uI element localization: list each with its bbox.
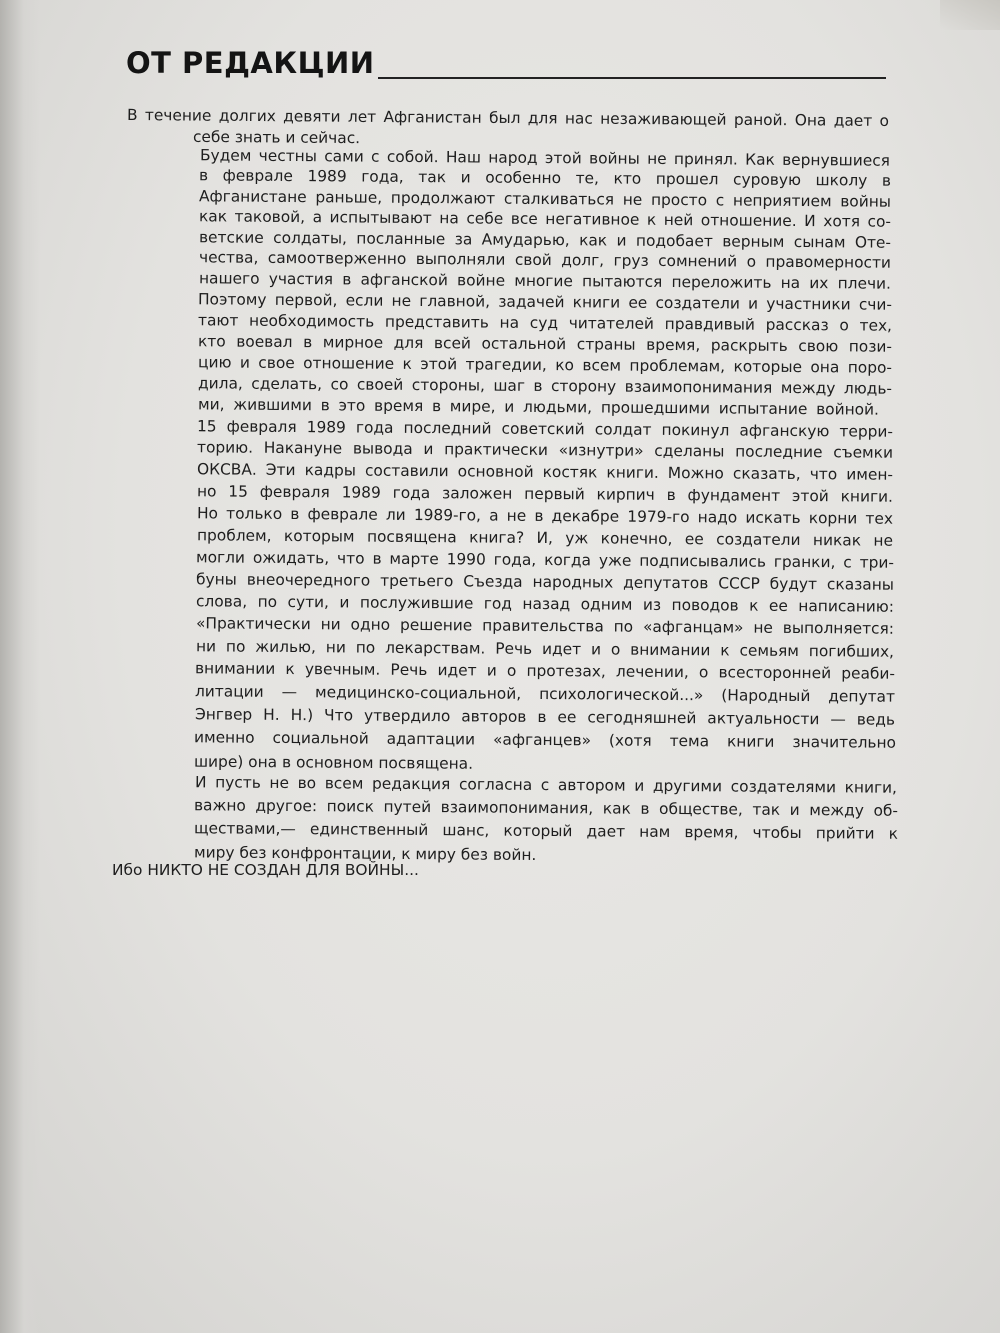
text-line: проблем, которым посвящена книга? И, уж конечно, ее создатели никак не bbox=[196, 526, 894, 550]
text-line: миру без конфронтации, к миру без войн. bbox=[193, 843, 537, 865]
text-line: «Практически ни одно решение правительства по «афганцам» не выполняется: bbox=[195, 614, 895, 638]
text-line: но 15 февраля 1989 года заложен первый кирпич в фундамент этой книги. bbox=[196, 482, 894, 506]
text-line: цию и свое отношение к этой трагедии, ко всем проблемам, которые она поро- bbox=[197, 353, 893, 377]
text-line: могли ожидать, что в марте 1990 года, когда уже подписывались гранки, с три- bbox=[195, 548, 895, 572]
page-title: ОТ РЕДАКЦИИ bbox=[126, 46, 375, 80]
text-line: торию. Накануне вывода и практически «изнутри» сделаны последние съемки bbox=[196, 438, 894, 462]
text-line: Энгвер Н. Н.) Что утвердило авторов в ее сегодняшней актуальности — ведь bbox=[194, 705, 896, 729]
text-line: Но только в феврале ли 1989-го, а не в декабре 1979-го надо искать корни тех bbox=[196, 504, 894, 528]
text-line: ми, жившими в это время в мире, и людьми, прошедшими испытание войной. bbox=[197, 395, 880, 419]
heading-row bbox=[126, 46, 886, 86]
text-line: Афганистане раньше, продолжают сталкиваться не просто с неприятием войны bbox=[198, 187, 892, 211]
text-line: В течение долгих девяти лет Афганистан был для нас незаживающей раной. Она дает о bbox=[126, 106, 890, 130]
text-line: слова, по сути, и послужившие год назад одним из поводов к ее написанию: bbox=[195, 592, 895, 616]
text-line: кто воевал в мирное для всей остальной страны время, раскрыть свою пози- bbox=[197, 332, 893, 356]
text-line: ни по жилью, ни по лекарствам. Речь идет и о внимании к семьям погибших, bbox=[195, 637, 895, 661]
text-line: Поэтому первой, если не главной, задачей книги ее создатели и участники счи- bbox=[197, 290, 893, 314]
text-line: важно другое: поиск путей взаимопонимания, как в обществе, так и между об- bbox=[193, 796, 899, 820]
text-line: как таковой, а испытывают на себе все негативное к ней отношение. И хотя со- bbox=[198, 207, 892, 231]
text-line: 15 февраля 1989 года последний советский солдат покинул афганскую терри- bbox=[196, 417, 894, 441]
text-line: себе знать и сейчас. bbox=[192, 127, 361, 148]
text-line: чества, самоотверженно выполняли свой долг, груз сомнений о правомерности bbox=[198, 248, 892, 272]
text-line: И пусть не во всем редакция согласна с автором и другими создателями книги, bbox=[194, 773, 898, 797]
text-line: литации — медицинско-социальной, психологической...» (Народный депутат bbox=[194, 682, 896, 706]
text-line: шире) она в основном посвящена. bbox=[193, 752, 474, 773]
text-line: внимании к увечным. Речь идет и о протезах, лечении, о всесторонней реаби- bbox=[194, 659, 896, 683]
text-line: дила, сделать, со своей стороны, шаг в сторону взаимопонимания между людь- bbox=[197, 374, 893, 398]
text-line: нашего участия в афганской войне многие пытаются переложить на их плечи. bbox=[198, 269, 892, 293]
text-line: Будем честны сами с собой. Наш народ этой войны не принял. Как вернувшиеся bbox=[199, 146, 891, 170]
page-corner-shadow bbox=[940, 0, 1000, 30]
text-line: ОКСВА. Эти кадры составили основной костяк книги. Можно сказать, что имен- bbox=[196, 460, 894, 484]
closing-line: Ибо НИКТО НЕ СОЗДАН ДЛЯ ВОЙНЫ... bbox=[112, 861, 419, 879]
text-line: ветские солдаты, посланные за Амударью, как и подобает верным сынам Оте- bbox=[198, 228, 892, 252]
text-line: буны внеочередного третьего Съезда народных депутатов СССР будут сказаны bbox=[195, 570, 895, 594]
heading-rule bbox=[378, 77, 886, 79]
text-line: тают необходимость представить на суд читателей правдивый рассказ о тех, bbox=[197, 311, 893, 335]
text-line: именно социальной адаптации «афганцев» (хотя тема книги значительно bbox=[193, 728, 897, 752]
text-line: ществами,— единственный шанс, который дает нам время, чтобы прийти к bbox=[193, 819, 899, 843]
page-gutter-shadow bbox=[0, 0, 40, 1333]
text-line: в феврале 1989 года, так и особенно те, кто прошел суровую школу в bbox=[198, 166, 892, 190]
